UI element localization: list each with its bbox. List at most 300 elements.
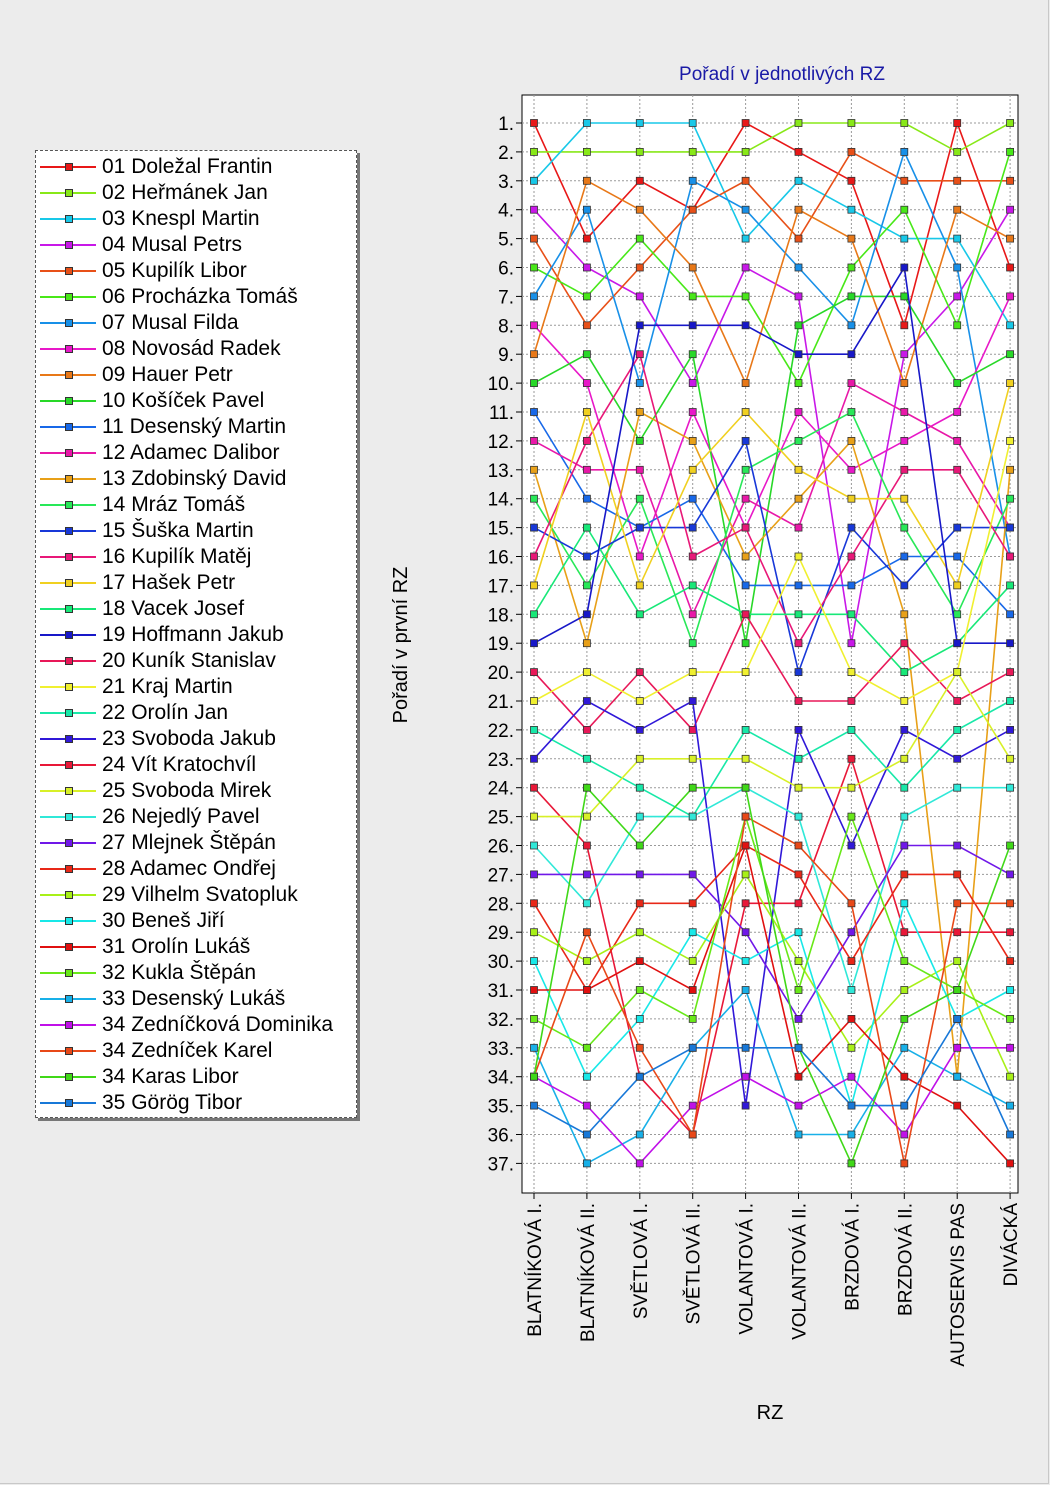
data-point bbox=[848, 120, 855, 127]
legend-label: 01 Doležal Frantin bbox=[102, 155, 273, 178]
data-point bbox=[954, 553, 961, 560]
data-point bbox=[954, 842, 961, 849]
data-point bbox=[531, 755, 538, 762]
data-point bbox=[954, 293, 961, 300]
data-point bbox=[742, 669, 749, 676]
data-point bbox=[795, 437, 802, 444]
data-point bbox=[531, 235, 538, 242]
data-point bbox=[954, 322, 961, 329]
data-point bbox=[795, 466, 802, 473]
data-point bbox=[848, 322, 855, 329]
data-point bbox=[1007, 1073, 1014, 1080]
data-point bbox=[1007, 293, 1014, 300]
data-point bbox=[531, 466, 538, 473]
data-point bbox=[795, 813, 802, 820]
x-tick-label: BLATNÍKOVÁ I. bbox=[525, 1203, 546, 1337]
data-point bbox=[901, 755, 908, 762]
data-point bbox=[636, 958, 643, 965]
data-point bbox=[689, 1131, 696, 1138]
data-point bbox=[1007, 871, 1014, 878]
data-point bbox=[531, 120, 538, 127]
data-point bbox=[689, 958, 696, 965]
data-point bbox=[795, 553, 802, 560]
data-point bbox=[795, 929, 802, 936]
data-point bbox=[689, 784, 696, 791]
data-point bbox=[1007, 784, 1014, 791]
data-point bbox=[848, 437, 855, 444]
legend-label: 12 Adamec Dalibor bbox=[102, 441, 280, 464]
data-point bbox=[689, 148, 696, 155]
data-point bbox=[901, 987, 908, 994]
y-tick-label: 6. bbox=[498, 258, 514, 280]
legend-label: 18 Vacek Josef bbox=[102, 597, 245, 620]
data-point bbox=[848, 784, 855, 791]
data-point bbox=[901, 1131, 908, 1138]
data-point bbox=[1007, 755, 1014, 762]
data-point bbox=[742, 120, 749, 127]
data-point bbox=[583, 148, 590, 155]
data-point bbox=[636, 409, 643, 416]
data-point bbox=[901, 1073, 908, 1080]
data-point bbox=[742, 900, 749, 907]
y-tick-label: 29. bbox=[487, 923, 514, 945]
data-point bbox=[1007, 322, 1014, 329]
data-point bbox=[583, 553, 590, 560]
data-point bbox=[901, 698, 908, 705]
data-point bbox=[795, 784, 802, 791]
data-point bbox=[848, 929, 855, 936]
legend-label: 04 Musal Petrs bbox=[102, 233, 243, 256]
y-tick-label: 22. bbox=[487, 720, 514, 742]
data-point bbox=[901, 553, 908, 560]
data-point bbox=[848, 206, 855, 213]
data-point bbox=[1007, 1015, 1014, 1022]
data-point bbox=[583, 293, 590, 300]
data-point bbox=[636, 177, 643, 184]
y-axis-label: Pořadí v první RZ bbox=[390, 566, 412, 724]
plot-area bbox=[522, 95, 1018, 1193]
data-point bbox=[583, 755, 590, 762]
data-point bbox=[848, 640, 855, 647]
data-point bbox=[954, 755, 961, 762]
data-point bbox=[636, 322, 643, 329]
data-point bbox=[795, 640, 802, 647]
data-point bbox=[531, 524, 538, 531]
data-point bbox=[689, 900, 696, 907]
data-point bbox=[954, 698, 961, 705]
y-tick-label: 4. bbox=[498, 200, 514, 222]
data-point bbox=[689, 669, 696, 676]
data-point bbox=[795, 148, 802, 155]
data-point bbox=[795, 755, 802, 762]
data-point bbox=[901, 842, 908, 849]
data-point bbox=[636, 1131, 643, 1138]
x-tick-label: VOLANTOVÁ II. bbox=[789, 1203, 811, 1340]
data-point bbox=[742, 177, 749, 184]
data-point bbox=[531, 177, 538, 184]
legend-label: 02 Heřmánek Jan bbox=[102, 181, 268, 204]
data-point bbox=[901, 148, 908, 155]
data-point bbox=[636, 120, 643, 127]
data-point bbox=[531, 1102, 538, 1109]
x-tick-label: SVĚTLOVÁ II. bbox=[683, 1203, 705, 1325]
data-point bbox=[954, 958, 961, 965]
data-point bbox=[1007, 900, 1014, 907]
data-point bbox=[848, 380, 855, 387]
data-point bbox=[583, 929, 590, 936]
data-point bbox=[795, 380, 802, 387]
data-point bbox=[1007, 929, 1014, 936]
y-tick-label: 19. bbox=[487, 634, 514, 656]
data-point bbox=[742, 206, 749, 213]
data-point bbox=[636, 871, 643, 878]
data-point bbox=[531, 987, 538, 994]
data-point bbox=[636, 987, 643, 994]
data-point bbox=[848, 409, 855, 416]
data-point bbox=[848, 958, 855, 965]
y-tick-label: 34. bbox=[487, 1067, 514, 1089]
legend-label: 22 Orolín Jan bbox=[102, 701, 229, 724]
data-point bbox=[531, 698, 538, 705]
data-point bbox=[583, 1131, 590, 1138]
data-point bbox=[742, 322, 749, 329]
data-point bbox=[848, 669, 855, 676]
legend-label: 25 Svoboda Mirek bbox=[102, 779, 272, 802]
data-point bbox=[1007, 495, 1014, 502]
data-point bbox=[531, 842, 538, 849]
data-point bbox=[531, 553, 538, 560]
data-point bbox=[531, 929, 538, 936]
data-point bbox=[901, 293, 908, 300]
data-point bbox=[954, 871, 961, 878]
data-point bbox=[901, 1044, 908, 1051]
y-tick-label: 9. bbox=[498, 345, 514, 367]
y-tick-label: 14. bbox=[487, 489, 514, 511]
data-point bbox=[531, 380, 538, 387]
y-tick-label: 37. bbox=[487, 1154, 514, 1176]
data-point bbox=[742, 293, 749, 300]
data-point bbox=[531, 958, 538, 965]
data-point bbox=[954, 640, 961, 647]
data-point bbox=[954, 120, 961, 127]
data-point bbox=[1007, 148, 1014, 155]
data-point bbox=[954, 987, 961, 994]
data-point bbox=[954, 582, 961, 589]
legend-label: 09 Hauer Petr bbox=[102, 363, 233, 386]
legend-label: 28 Adamec Ondřej bbox=[102, 857, 276, 880]
data-point bbox=[531, 726, 538, 733]
data-point bbox=[795, 611, 802, 618]
data-point bbox=[1007, 611, 1014, 618]
data-point bbox=[636, 669, 643, 676]
legend-label: 03 Knespl Martin bbox=[102, 207, 260, 230]
legend-label: 07 Musal Filda bbox=[102, 311, 239, 334]
data-point bbox=[848, 235, 855, 242]
data-point bbox=[901, 524, 908, 531]
data-point bbox=[583, 264, 590, 271]
y-tick-label: 26. bbox=[487, 836, 514, 858]
data-point bbox=[689, 987, 696, 994]
y-tick-label: 27. bbox=[487, 865, 514, 887]
legend-label: 11 Desenský Martin bbox=[102, 415, 287, 438]
x-tick-label: VOLANTOVÁ I. bbox=[736, 1203, 758, 1335]
y-tick-label: 17. bbox=[487, 576, 514, 598]
data-point bbox=[901, 380, 908, 387]
data-point bbox=[583, 1073, 590, 1080]
data-point bbox=[742, 524, 749, 531]
data-point bbox=[583, 987, 590, 994]
data-point bbox=[636, 900, 643, 907]
legend-label: 31 Orolín Lukáš bbox=[102, 935, 251, 958]
data-point bbox=[583, 640, 590, 647]
data-point bbox=[954, 264, 961, 271]
data-point bbox=[1007, 120, 1014, 127]
data-point bbox=[636, 755, 643, 762]
data-point bbox=[742, 784, 749, 791]
data-point bbox=[689, 640, 696, 647]
data-point bbox=[742, 958, 749, 965]
data-point bbox=[636, 466, 643, 473]
data-point bbox=[689, 177, 696, 184]
legend-label: 27 Mlejnek Štěpán bbox=[102, 831, 276, 854]
data-point bbox=[742, 409, 749, 416]
data-point bbox=[636, 148, 643, 155]
data-point bbox=[689, 1044, 696, 1051]
data-point bbox=[795, 235, 802, 242]
legend-label: 32 Kukla Štěpán bbox=[102, 961, 257, 984]
data-point bbox=[636, 1073, 643, 1080]
y-tick-label: 36. bbox=[487, 1125, 514, 1147]
data-point bbox=[689, 1102, 696, 1109]
data-point bbox=[636, 380, 643, 387]
data-point bbox=[583, 813, 590, 820]
data-point bbox=[901, 582, 908, 589]
data-point bbox=[1007, 1131, 1014, 1138]
data-point bbox=[795, 264, 802, 271]
y-tick-label: 21. bbox=[487, 692, 514, 713]
data-point bbox=[583, 958, 590, 965]
data-point bbox=[583, 900, 590, 907]
y-tick-label: 28. bbox=[487, 894, 514, 916]
data-point bbox=[1007, 264, 1014, 271]
legend-label: 34 Zedníček Karel bbox=[102, 1039, 273, 1062]
data-point bbox=[795, 1102, 802, 1109]
data-point bbox=[689, 351, 696, 358]
data-point bbox=[954, 524, 961, 531]
data-point bbox=[689, 380, 696, 387]
data-point bbox=[848, 495, 855, 502]
data-point bbox=[1007, 466, 1014, 473]
data-point bbox=[901, 669, 908, 676]
data-point bbox=[531, 264, 538, 271]
data-point bbox=[848, 466, 855, 473]
data-point bbox=[848, 987, 855, 994]
y-tick-label: 24. bbox=[487, 778, 514, 800]
data-point bbox=[954, 784, 961, 791]
data-point bbox=[901, 177, 908, 184]
data-point bbox=[954, 380, 961, 387]
data-point bbox=[689, 206, 696, 213]
data-point bbox=[901, 611, 908, 618]
data-point bbox=[795, 409, 802, 416]
data-point bbox=[901, 264, 908, 271]
data-point bbox=[954, 1073, 961, 1080]
data-point bbox=[795, 495, 802, 502]
data-point bbox=[848, 755, 855, 762]
data-point bbox=[583, 380, 590, 387]
data-point bbox=[901, 900, 908, 907]
y-tick-label: 33. bbox=[487, 1038, 514, 1060]
data-point bbox=[689, 813, 696, 820]
legend-label: 15 Šuška Martin bbox=[102, 519, 254, 542]
legend-label: 16 Kupilík Matěj bbox=[102, 545, 252, 568]
data-point bbox=[1007, 582, 1014, 589]
data-point bbox=[583, 726, 590, 733]
data-point bbox=[795, 293, 802, 300]
data-point bbox=[954, 929, 961, 936]
data-point bbox=[689, 726, 696, 733]
data-point bbox=[848, 177, 855, 184]
data-point bbox=[901, 929, 908, 936]
data-point bbox=[531, 437, 538, 444]
data-point bbox=[954, 611, 961, 618]
y-tick-label: 10. bbox=[487, 374, 514, 396]
data-point bbox=[795, 1131, 802, 1138]
data-point bbox=[742, 437, 749, 444]
data-point bbox=[848, 1073, 855, 1080]
data-point bbox=[954, 206, 961, 213]
data-point bbox=[848, 582, 855, 589]
y-tick-label: 16. bbox=[487, 547, 514, 569]
data-point bbox=[742, 466, 749, 473]
y-tick-label: 20. bbox=[487, 663, 514, 685]
data-point bbox=[636, 351, 643, 358]
legend-label: 29 Vilhelm Svatopluk bbox=[102, 883, 298, 906]
data-point bbox=[531, 351, 538, 358]
y-tick-label: 3. bbox=[498, 171, 514, 193]
data-point bbox=[583, 495, 590, 502]
data-point bbox=[689, 755, 696, 762]
data-point bbox=[531, 495, 538, 502]
data-point bbox=[531, 669, 538, 676]
y-tick-label: 30. bbox=[487, 952, 514, 974]
data-point bbox=[848, 553, 855, 560]
data-point bbox=[742, 553, 749, 560]
data-point bbox=[901, 409, 908, 416]
data-point bbox=[795, 726, 802, 733]
y-tick-label: 15. bbox=[487, 518, 514, 540]
data-point bbox=[742, 726, 749, 733]
data-point bbox=[901, 235, 908, 242]
data-point bbox=[1007, 553, 1014, 560]
x-tick-label: BLATNÍKOVÁ II. bbox=[577, 1203, 599, 1343]
data-point bbox=[901, 813, 908, 820]
x-tick-label: SVĚTLOVÁ I. bbox=[630, 1203, 652, 1320]
data-point bbox=[583, 1044, 590, 1051]
y-tick-label: 31. bbox=[487, 981, 514, 1002]
data-point bbox=[901, 466, 908, 473]
data-point bbox=[795, 351, 802, 358]
data-point bbox=[636, 698, 643, 705]
data-point bbox=[531, 322, 538, 329]
data-point bbox=[901, 206, 908, 213]
data-point bbox=[742, 235, 749, 242]
data-point bbox=[689, 495, 696, 502]
data-point bbox=[848, 1015, 855, 1022]
data-point bbox=[531, 813, 538, 820]
data-point bbox=[954, 1044, 961, 1051]
data-point bbox=[848, 293, 855, 300]
data-point bbox=[742, 611, 749, 618]
data-point bbox=[742, 813, 749, 820]
data-point bbox=[954, 437, 961, 444]
data-point bbox=[689, 264, 696, 271]
chart-title: Pořadí v jednotlivých RZ bbox=[679, 64, 885, 85]
x-tick-label: DIVÁCKÁ bbox=[1001, 1203, 1023, 1287]
data-point bbox=[689, 1015, 696, 1022]
data-point bbox=[636, 929, 643, 936]
data-point bbox=[1007, 958, 1014, 965]
data-point bbox=[531, 409, 538, 416]
data-point bbox=[583, 698, 590, 705]
data-point bbox=[583, 206, 590, 213]
data-point bbox=[742, 842, 749, 849]
data-point bbox=[636, 553, 643, 560]
data-point bbox=[636, 524, 643, 531]
data-point bbox=[583, 582, 590, 589]
data-point bbox=[848, 1044, 855, 1051]
data-point bbox=[742, 495, 749, 502]
data-point bbox=[1007, 698, 1014, 705]
y-tick-label: 7. bbox=[498, 287, 514, 309]
data-point bbox=[1007, 524, 1014, 531]
data-point bbox=[583, 177, 590, 184]
data-point bbox=[742, 755, 749, 762]
legend-label: 13 Zdobinský David bbox=[102, 467, 287, 490]
legend-label: 34 Karas Libor bbox=[102, 1065, 239, 1088]
data-point bbox=[848, 351, 855, 358]
data-point bbox=[954, 669, 961, 676]
data-point bbox=[689, 120, 696, 127]
data-point bbox=[954, 900, 961, 907]
data-point bbox=[689, 524, 696, 531]
data-point bbox=[1007, 842, 1014, 849]
data-point bbox=[1007, 235, 1014, 242]
data-point bbox=[848, 1102, 855, 1109]
data-point bbox=[689, 871, 696, 878]
y-tick-label: 13. bbox=[487, 460, 514, 482]
data-point bbox=[636, 206, 643, 213]
data-point bbox=[1007, 669, 1014, 676]
data-point bbox=[795, 582, 802, 589]
data-point bbox=[795, 987, 802, 994]
data-point bbox=[689, 553, 696, 560]
legend-label: 20 Kuník Stanislav bbox=[102, 649, 276, 672]
data-point bbox=[742, 1073, 749, 1080]
data-point bbox=[901, 120, 908, 127]
data-point bbox=[531, 611, 538, 618]
data-point bbox=[954, 466, 961, 473]
data-point bbox=[954, 148, 961, 155]
data-point bbox=[901, 1015, 908, 1022]
data-point bbox=[689, 466, 696, 473]
data-point bbox=[901, 1160, 908, 1167]
data-point bbox=[901, 351, 908, 358]
data-point bbox=[689, 293, 696, 300]
data-point bbox=[583, 120, 590, 127]
data-point bbox=[901, 726, 908, 733]
data-point bbox=[954, 1102, 961, 1109]
